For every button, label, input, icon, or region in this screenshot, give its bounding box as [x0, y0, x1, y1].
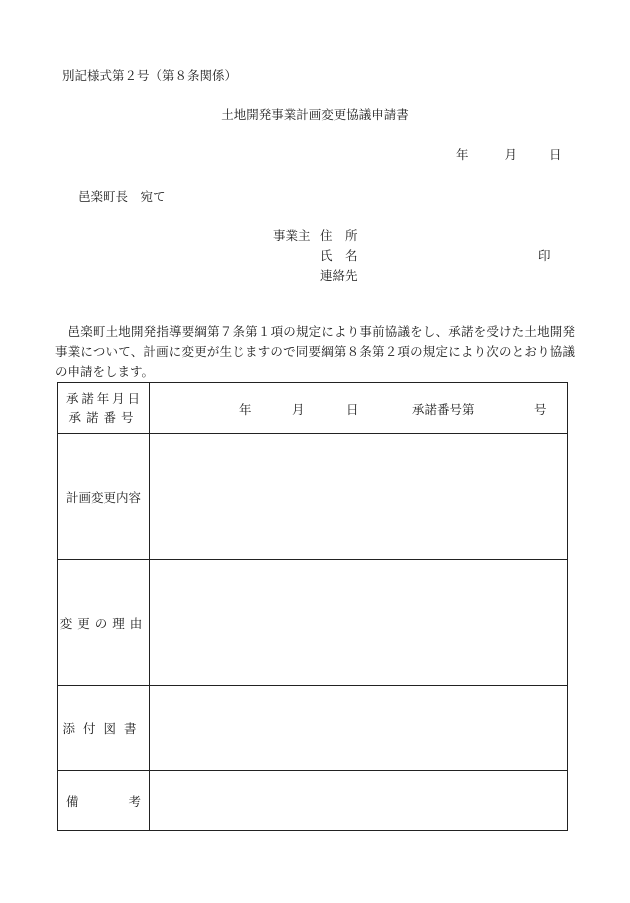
date-day-label: 日: [549, 147, 562, 162]
table-row-remarks: [58, 771, 568, 831]
approval-date-char: 月: [112, 391, 126, 406]
remarks-label: [58, 771, 150, 831]
approval-date-label: [58, 389, 149, 408]
change-application-table: [57, 382, 568, 831]
approval-date-char: 諾: [81, 391, 95, 406]
attachments-label: 添付図書: [58, 686, 150, 771]
table-row-attachments: [58, 686, 568, 771]
applicant-label: 事業主: [273, 228, 311, 243]
approval-month-label: 月: [292, 402, 305, 417]
approval-date-char: 承: [66, 391, 80, 406]
address-label: 住 所: [320, 228, 358, 243]
approval-date-char: 年: [96, 391, 111, 406]
document-title: 土地開発事業計画変更協議申請書: [221, 107, 409, 122]
approval-number-suffix: 号: [534, 402, 547, 417]
change-reason-field[interactable]: [150, 560, 568, 686]
approval-values-cell[interactable]: [150, 383, 568, 434]
change-content-label: 計画変更内容: [58, 434, 150, 560]
application-body-text: 邑楽町土地開発指導要綱第７条第１項の規定により事前協議をし、承諾を受けた土地開発事業について、計画に変更が生じますので同要綱第８条第２項の規定により次のとおり協議の申請をします。: [55, 324, 575, 379]
name-label: 氏 名: [320, 248, 358, 263]
approval-date-char: 日: [127, 391, 141, 406]
table-row-approval: [58, 383, 568, 434]
approval-number-label: 承諾番号: [68, 410, 139, 425]
remarks-char-2: 考: [128, 793, 141, 809]
approval-year-label: 年: [239, 402, 252, 417]
remarks-char-1: 備: [66, 793, 79, 809]
date-month-label: 月: [504, 147, 518, 162]
contact-label: 連絡先: [320, 268, 358, 283]
remarks-text: [58, 792, 149, 810]
change-content-field[interactable]: [150, 434, 568, 560]
approval-day-label: 日: [346, 402, 359, 417]
attachments-field[interactable]: [150, 686, 568, 771]
seal-mark: 印: [538, 248, 551, 263]
change-reason-label: 変更の理由: [58, 560, 150, 686]
approval-number-prefix: 承諾番号第: [412, 402, 475, 417]
form-number-label: 別記様式第２号（第８条関係）: [62, 68, 238, 83]
date-year-label: 年: [456, 147, 469, 162]
table-row-change-content: [58, 434, 568, 560]
approval-date-number-label: [58, 383, 150, 434]
table-row-change-reason: [58, 560, 568, 686]
remarks-field[interactable]: [150, 771, 568, 831]
addressee: 邑楽町長 宛て: [78, 189, 166, 204]
application-date: [456, 145, 562, 163]
